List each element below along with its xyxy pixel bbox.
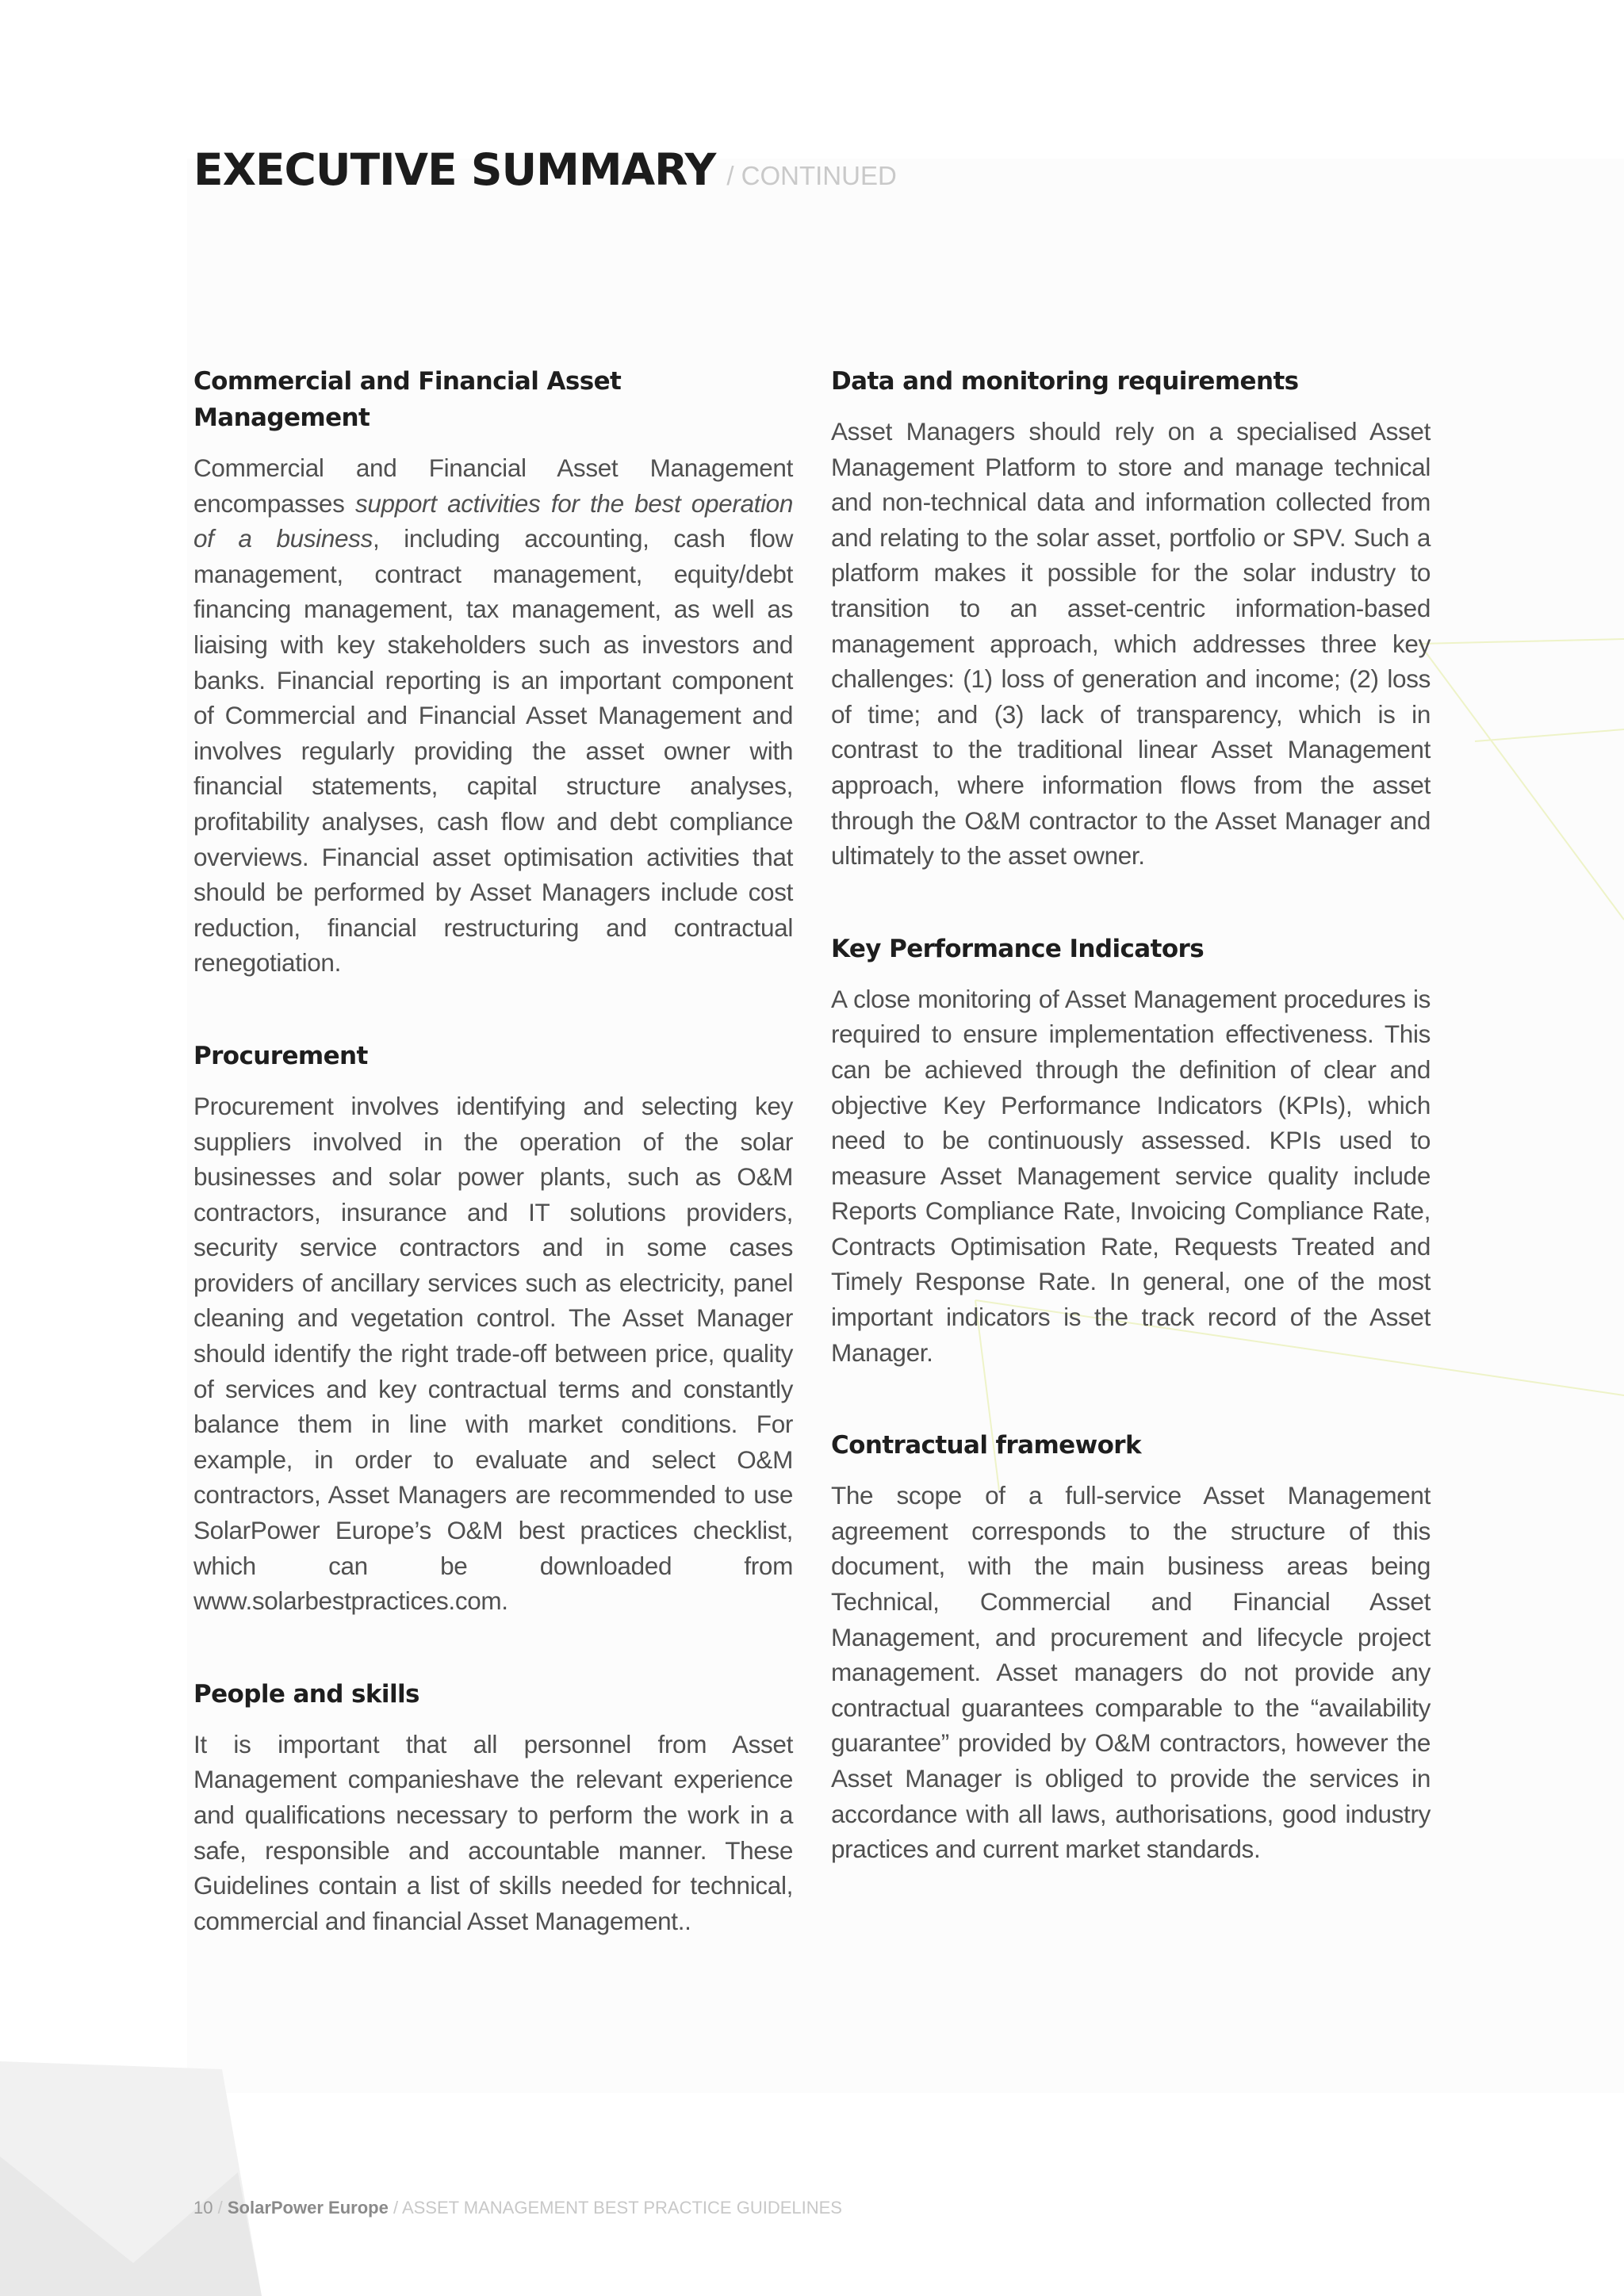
section-heading: Commercial and Financial Asset Management xyxy=(193,367,622,432)
page-header xyxy=(193,144,897,195)
body-text: Commercial and Financial Asset Management encompasses xyxy=(193,453,793,518)
section-body xyxy=(193,450,793,981)
section-body: The scope of a full-service Asset Management agreement corresponds to the structure of this document, with the main business areas being Technical, Commercial and Financial Asset Management, and procurement and lifecycle project management. Asset managers do not provide any contractual guarantees comparable to the “availability guarantee” provided by O&M contractors, however the Asset Manager is obliged to provide the services in accordance with all laws, authorisations, good industry practices and current market standards. xyxy=(831,1481,1431,1864)
section-kpis xyxy=(831,931,1431,1371)
section-data-monitoring xyxy=(831,363,1431,874)
section-heading: Procurement xyxy=(193,1041,368,1070)
body-text: , including accounting, cash flow management, contract management, equity/debt financing management, tax management, as well as liaising with key stakeholders such as investors and banks. Financial reporting is an important component of Commercial and Financial Asset Management and involves regularly providing the asset owner with financial statements, capital structure analyses, profitability analyses, cash flow and debt compliance overviews. Financial asset optimisation activities that should be performed by Asset Managers include cost reduction, financial restructuring and contractual renegotiation. xyxy=(193,524,793,978)
left-column xyxy=(193,363,793,1996)
page-number: 10 xyxy=(193,2198,213,2218)
section-body: Asset Managers should rely on a specialised Asset Management Platform to store and manage technical and non-technical data and information collected from and relating to the solar asset, portfolio or SPV. Such a platform makes it possible for the solar industry to transition to an asset-centric information-based management approach, which addresses three key challenges: (1) loss of generation and income; (2) loss of time; and (3) lack of transparency, which is in contrast to the traditional linear Asset Management approach, where information flows from the asset through the O&M contractor to the Asset Manager and ultimately to the asset owner. xyxy=(831,417,1431,871)
section-contractual-framework xyxy=(831,1427,1431,1867)
section-commercial-financial xyxy=(193,363,793,981)
section-heading: People and skills xyxy=(193,1679,419,1709)
footer-separator: / xyxy=(217,2198,223,2218)
section-body: It is important that all personnel from Asset Management companieshave the relevant experience and qualifications necessary to perform the work in a safe, responsible and accountable manner. These Guidelines contain a list of skills needed for technical, commercial and financial Asset Management.. xyxy=(193,1729,793,1935)
section-procurement xyxy=(193,1038,793,1619)
section-body: A close monitoring of Asset Management procedures is required to ensure implementation effectiveness. This can be achieved through the definition of clear and objective Key Performance Indicators (KPIs), which need to be continuously assessed. KPIs used to measure Asset Management service quality include Reports Compliance Rate, Invoicing Compliance Rate, Contracts Optimisation Rate, Requests Treated and Timely Response Rate. In general, one of the most important indicators is the track record of the Asset Manager. xyxy=(831,984,1431,1367)
page-title: EXECUTIVE SUMMARY xyxy=(193,144,716,195)
footer-brand: SolarPower Europe xyxy=(227,2198,389,2218)
body-italic-text: support activities for the best operation of a business xyxy=(193,488,794,553)
footer-document-title: / ASSET MANAGEMENT BEST PRACTICE GUIDELINES xyxy=(393,2198,842,2218)
section-people-skills xyxy=(193,1676,793,1939)
page-footer xyxy=(193,2198,842,2218)
section-body: Procurement involves identifying and selecting key suppliers involved in the operation of the solar businesses and solar power plants, such as O&M contractors, insurance and IT solutions providers, security service contractors and in some cases providers of ancillary services such as electricity, panel cleaning and vegetation control. The Asset Manager should identify the right trade-off between price, quality of services and key contractual terms and constantly balance them in line with market conditions. For example, in order to evaluate and select O&M contractors, Asset Managers are recommended to use SolarPower Europe’s O&M best practices checklist, which can be downloaded from www.solarbestpractices.com. xyxy=(193,1091,793,1616)
right-column xyxy=(831,363,1431,1924)
section-heading: Key Performance Indicators xyxy=(831,934,1205,963)
page-subtitle: / CONTINUED xyxy=(726,161,897,190)
section-heading: Contractual framework xyxy=(831,1431,1142,1460)
section-heading: Data and monitoring requirements xyxy=(831,367,1299,396)
